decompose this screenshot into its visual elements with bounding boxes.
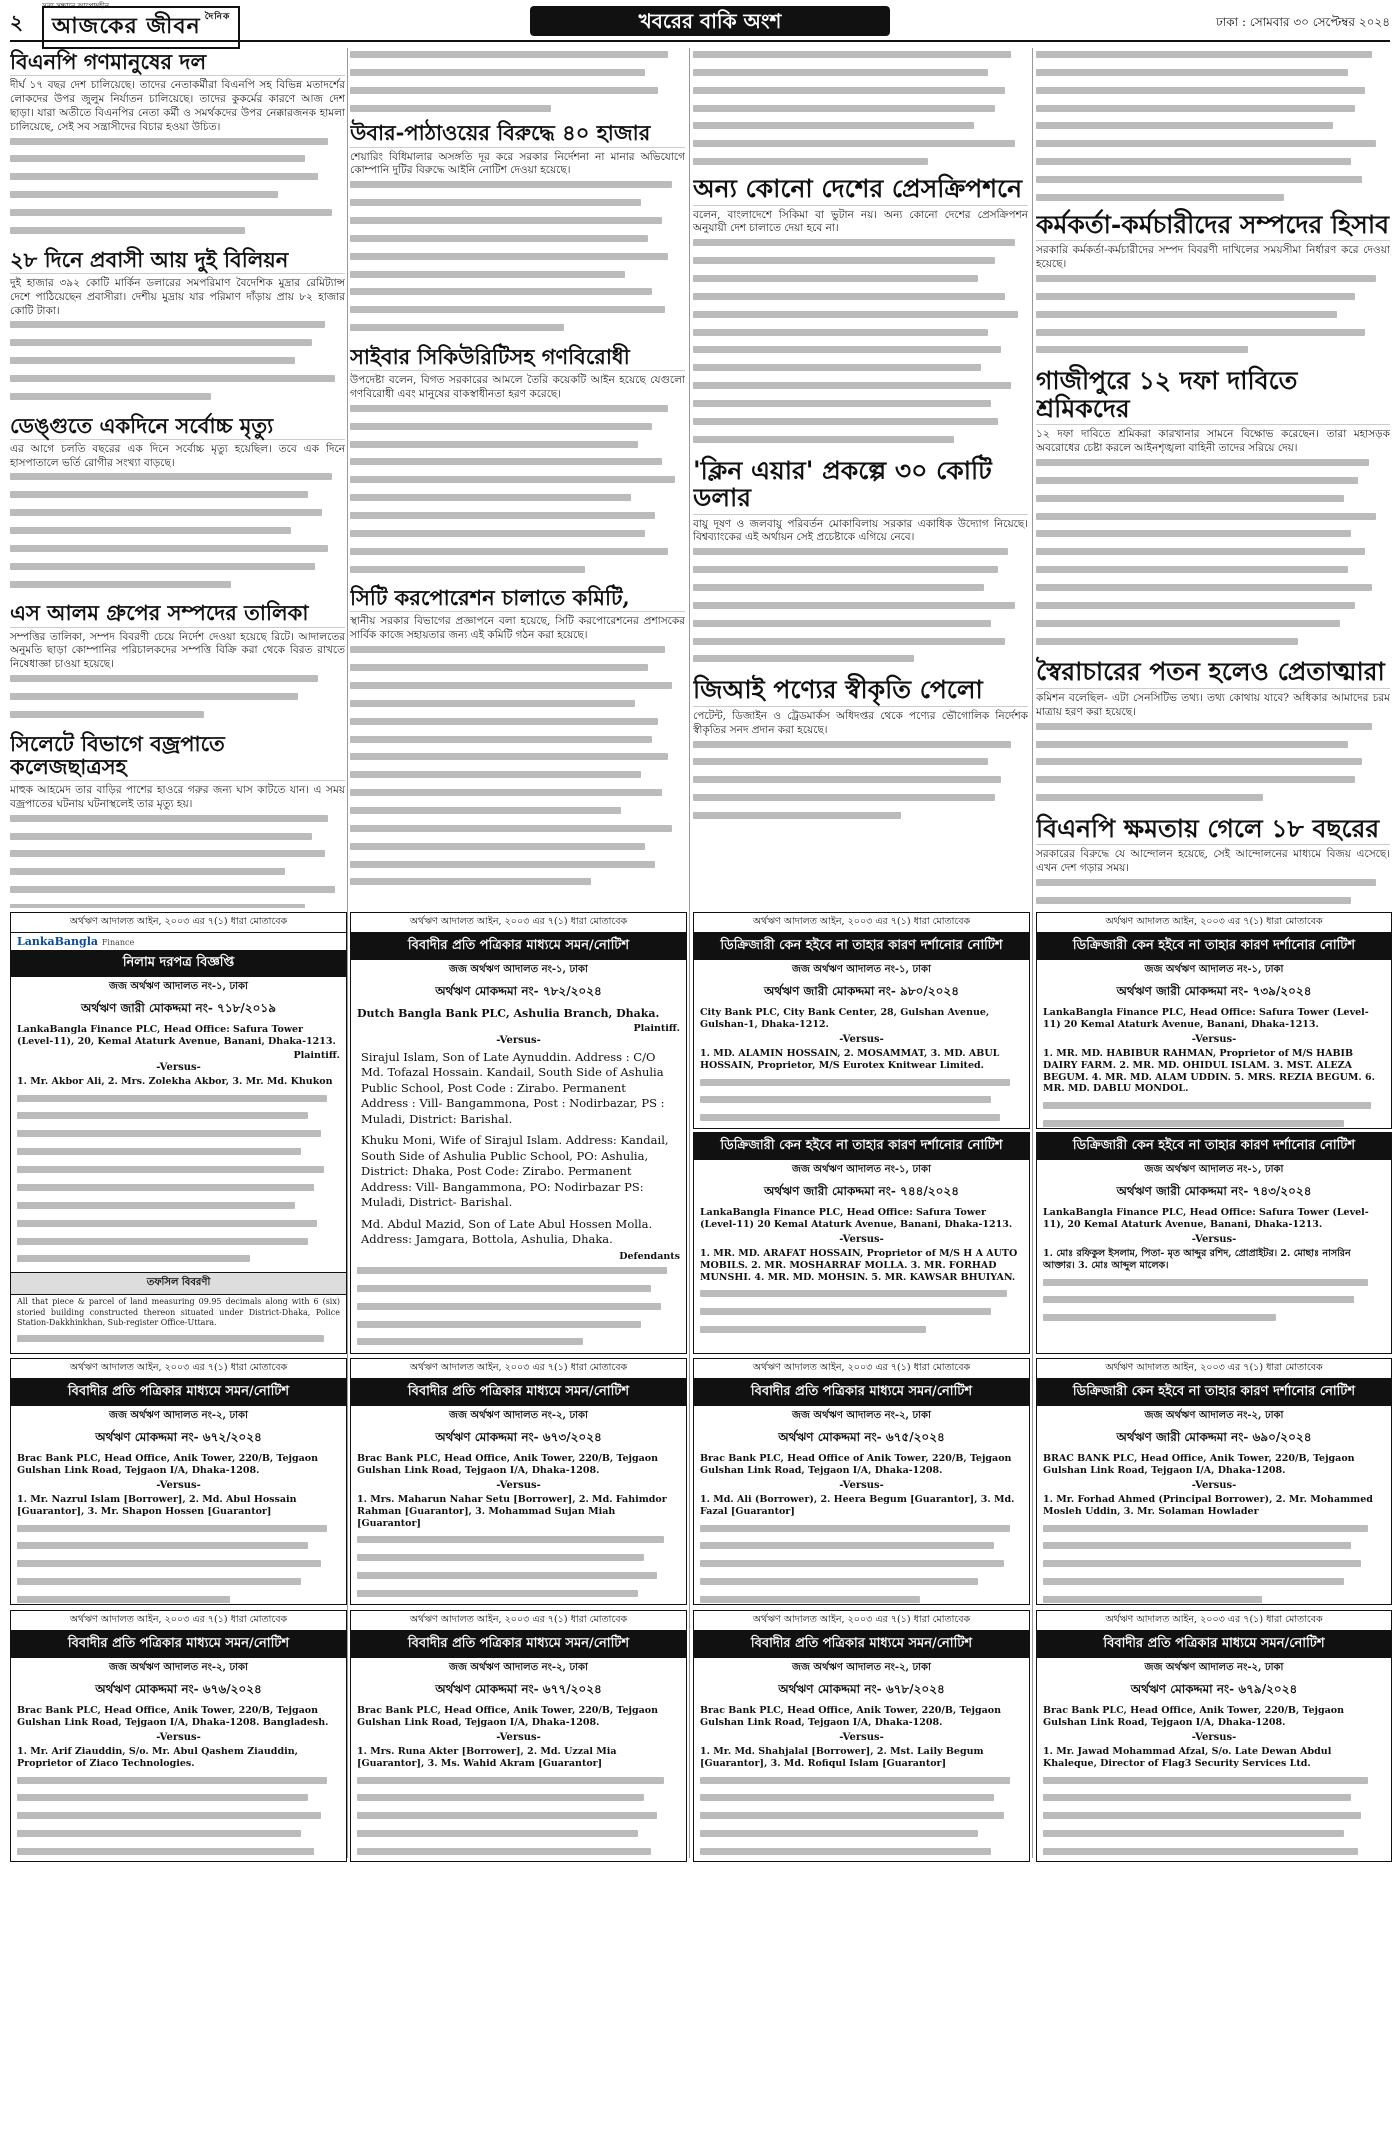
story-body: বলেন, বাংলাদেশে সিকিমা বা ভুটান নয়। অন্য কোনো দেশের প্রেসক্রিপশন অনুযায়ী দেশ চালাতে দেয়া হবে না। xyxy=(693,208,1028,235)
notice-title: নিলাম দরপত্র বিজ্ঞপ্তি xyxy=(11,950,346,977)
notice-title: বিবাদীর প্রতি পত্রিকার মাধ্যমে সমন/নোটিশ xyxy=(351,933,686,960)
story-headline: অন্য কোনো দেশের প্রেসক্রিপশনে xyxy=(693,175,1028,206)
notice-case-number: অর্থঋণ মোকদ্দমা নং- ৬৭৯/২০২৪ xyxy=(1130,1682,1298,1696)
story-headline: স্বৈরাচারের পতন হলেও প্রেতাত্মারা xyxy=(1036,658,1390,689)
notice-plaintiff: Brac Bank PLC, Head Office of Anik Tower, 220/B, Tejgaon Gulshan Link Road, Tejgaon I/A, Dhaka-1208. xyxy=(700,1453,1012,1476)
story-headline: এস আলম গ্রুপের সম্পদের তালিকা xyxy=(10,601,345,627)
notice-case-number: অর্থঋণ মোকদ্দমা নং- ৬৭৭/২০২৪ xyxy=(435,1682,602,1696)
schedule-heading: তফসিল বিবরণী xyxy=(11,1272,346,1295)
story-body: বায়ু দূষণ ও জলবায়ু পরিবর্তন মোকাবিলায় সরকার একাধিক উদ্যোগ নিয়েছে। বিশ্বব্যাংকের এই অর্থায়ন সেই প্রচেষ্টাকে এগিয়ে নেবে। xyxy=(693,517,1028,544)
date-line: ঢাকা : সোমবার ৩০ সেপ্টেম্বর ২০২৪ xyxy=(1216,15,1390,29)
legal-notice-tender xyxy=(10,912,347,1354)
text-lines xyxy=(350,643,685,893)
notice-court: জজ অর্থঋণ আদালত নং-২, ঢাকা xyxy=(792,1410,931,1421)
notice-act-line: অর্থঋণ আদালত আইন, ২০০৩ এর ৭(১) ধারা মোতাবেক xyxy=(694,913,1029,933)
text-lines xyxy=(10,672,345,726)
defendants-label: Defendants xyxy=(619,1250,680,1262)
brand-sub: Finance xyxy=(101,938,135,947)
notice-title: বিবাদীর প্রতি পত্রিকার মাধ্যমে সমন/নোটিশ xyxy=(1037,1631,1391,1658)
news-story xyxy=(1036,367,1390,652)
plaintiff-label: Plaintiff. xyxy=(633,1022,680,1034)
notice-defendants: 1. Mr. Arif Ziauddin, S/o. Mr. Abul Qashem Ziauddin, Proprietor of Ziaco Technologies. xyxy=(17,1745,298,1769)
news-story xyxy=(350,345,685,580)
legal-notice-show-cause xyxy=(1036,1358,1392,1605)
notice-plaintiff: Brac Bank PLC, Head Office, Anik Tower, 220/B, Tejgaon Gulshan Link Road, Tejgaon I/A, Dhaka-1208. xyxy=(1043,1705,1345,1728)
news-story xyxy=(693,457,1028,671)
notice-plaintiff: Brac Bank PLC, Head Office, Anik Tower, 220/B, Tejgaon Gulshan Link Road, Tejgaon I/A, Dhaka-1208. xyxy=(17,1453,319,1476)
notice-plaintiff: BRAC BANK PLC, Head Office, Anik Tower, 220/B, Tejgaon Gulshan Link Road, Tejgaon I/A, Dhaka-1208. xyxy=(1043,1453,1355,1476)
story-body: মাহুক আহমেদ তার বাড়ির পাশের হাওরে গরুর জন্য ঘাস কাটতে যান। এ সময় বজ্রপাতের ঘটনায় ঘটনাস্থলেই তার মৃত্যু হয়। xyxy=(10,783,345,810)
news-story xyxy=(10,601,345,725)
news-story xyxy=(693,175,1028,451)
legal-notice-show-cause xyxy=(693,912,1030,1129)
notice-case-number: অর্থঋণ মোকদ্দমা নং- ৬৭৮/২০২৪ xyxy=(778,1682,945,1696)
news-story xyxy=(350,121,685,339)
notice-court: জজ অর্থঋণ আদালত নং-১, ঢাকা xyxy=(792,964,931,975)
header-rule xyxy=(10,40,1390,42)
text-lines xyxy=(693,738,1028,827)
notice-defendants: 1. MD. ALAMIN HOSSAIN, 2. MOSAMMAT, 3. MD. ABUL HOSSAIN, Proprietor, M/S Eurotex Knitwear Limited. xyxy=(700,1047,1000,1071)
story-body: পেটেন্ট, ডিজাইন ও ট্রেডমার্কস অধিদপ্তর থেকে পণ্যের ভৌগোলিক নির্দেশক স্বীকৃতির সনদ প্রদান করা হয়েছে। xyxy=(693,709,1028,736)
news-story xyxy=(693,676,1028,827)
story-body: দীর্ঘ ১৭ বছর দেশ চালিয়েছে। তাদের নেতাকর্মীরা বিএনপি সহ বিভিন্ন মতাদর্শের লোকদের উপর জুলুম নির্যাতন চালিয়েছে। তাদের কুকর্মের কারণে আজ দেশ ছাড়া। যারা অতীতে বিএনপির নেতা কর্মী ও সমর্থকদের উপর নেক্কারজনক হামলা চালিয়েছে, সেই সব সন্ত্রাসীদের বিচার হওয়া উচিত। xyxy=(10,79,345,133)
versus-label: -Versus- xyxy=(496,1731,541,1743)
story-headline: কর্মকর্তা-কর্মচারীদের সম্পদের হিসাব xyxy=(1036,211,1390,242)
notice-text-lines xyxy=(351,1531,686,1605)
notice-text-lines xyxy=(351,1772,686,1863)
notice-text-lines xyxy=(694,1285,1029,1343)
notice-court: জজ অর্থঋণ আদালত নং-২, ঢাকা xyxy=(792,1662,931,1673)
text-lines xyxy=(350,48,685,119)
news-story xyxy=(1036,815,1390,908)
news-column-3 xyxy=(693,48,1028,908)
newspaper-logo xyxy=(42,6,240,49)
story-headline: জিআই পণ্যের স্বীকৃতি পেলো xyxy=(693,676,1028,707)
notice-text-lines xyxy=(1037,1274,1391,1332)
notice-act-line: অর্থঋণ আদালত আইন, ২০০৩ এর ৭(১) ধারা মোতাবেক xyxy=(694,1359,1029,1379)
text-lines xyxy=(693,545,1028,670)
versus-label: -Versus- xyxy=(839,1731,884,1743)
notice-court: জজ অর্থঋণ আদালত নং-১, ঢাকা xyxy=(449,964,588,975)
versus-label: -Versus- xyxy=(1191,1033,1237,1045)
notice-defendants: 1. Mr. Akbor Ali, 2. Mrs. Zolekha Akbor, 3. Mr. Md. Khukon xyxy=(17,1075,333,1087)
story-headline: 'ক্লিন এয়ার' প্রকল্পে ৩০ কোটি ডলার xyxy=(693,457,1028,515)
notice-text-lines xyxy=(694,1074,1029,1130)
text-lines xyxy=(10,135,345,242)
legal-notice-summons xyxy=(350,1610,687,1862)
news-story xyxy=(350,586,685,893)
notice-defendants: 1. MR. MD. ARAFAT HOSSAIN, Proprietor of M/S H A AUTO MOBILS. 2. MR. MOSHARRAF MOLLA. 3. MR. FORHAD MUNSHI. 4. MR. MD. MOHSIN. 5. MR. KAWSAR BHUIYAN. xyxy=(700,1247,1018,1283)
story-headline: ২৮ দিনে প্রবাসী আয় দুই বিলিয়ন xyxy=(10,248,345,274)
legal-notice-summons xyxy=(1036,1610,1392,1862)
notice-text-lines xyxy=(11,1330,346,1354)
story-headline: উবার-পাঠাওয়ের বিরুদ্ধে ৪০ হাজার xyxy=(350,121,685,147)
notice-text-lines xyxy=(1037,1097,1391,1129)
versus-label: -Versus- xyxy=(839,1233,884,1245)
story-headline: বিএনপি ক্ষমতায় গেলে ১৮ বছরের xyxy=(1036,815,1390,846)
legal-notice-show-cause xyxy=(1036,912,1392,1129)
notice-act-line: অর্থঋণ আদালত আইন, ২০০৩ এর ৭(১) ধারা মোতাবেক xyxy=(1037,913,1391,933)
notice-act-line: অর্থঋণ আদালত আইন, ২০০৩ এর ৭(১) ধারা মোতাবেক xyxy=(11,1359,346,1379)
notice-text-lines xyxy=(11,1520,346,1606)
notice-court: জজ অর্থঋণ আদালত নং-১, ঢাকা xyxy=(1144,964,1284,975)
notice-text-lines xyxy=(1037,1520,1391,1606)
logo-text: আজকের জীবন xyxy=(52,13,201,39)
news-column-1 xyxy=(10,48,345,908)
notice-text-lines xyxy=(11,1772,346,1863)
notice-act-line: অর্থঋণ আদালত আইন, ২০০৩ এর ৭(১) ধারা মোতাবেক xyxy=(351,1359,686,1379)
notice-plaintiff: LankaBangla Finance PLC, Head Office: Safura Tower (Level-11), 20, Kemal Ataturk Avenue, Banani, Dhaka-1213. xyxy=(17,1024,336,1047)
notice-act-line: অর্থঋণ আদালত আইন, ২০০৩ এর ৭(১) ধারা মোতাবেক xyxy=(11,913,346,933)
text-lines xyxy=(1036,876,1390,908)
notice-court: জজ অর্থঋণ আদালত নং-২, ঢাকা xyxy=(109,1410,248,1421)
notice-plaintiff: Brac Bank PLC, Head Office, Anik Tower, 220/B, Tejgaon Gulshan Link Road, Tejgaon I/A, Dhaka-1208. Bangladesh. xyxy=(17,1705,329,1728)
news-column-2 xyxy=(350,48,685,908)
notice-court: জজ অর্থঋণ আদালত নং-১, ঢাকা xyxy=(1144,1164,1284,1175)
story-headline: বিএনপি গণমানুষের দল xyxy=(10,50,345,76)
notice-defendants: 1. Mr. Nazrul Islam [Borrower], 2. Md. Abul Hossain [Guarantor], 3. Mr. Shapon Hossen [Guarantor] xyxy=(17,1493,297,1517)
versus-label: -Versus- xyxy=(1191,1731,1237,1743)
story-body: এর আগে চলতি বছরের এক দিনে সর্বোচ্চ মৃত্যু হয়েছিল। তবে এক দিনে হাসপাতালে ভর্তি রোগীর সংখ্যা বাড়ছে। xyxy=(10,442,345,469)
story-body: সম্পত্তির তালিকা, সম্পদ বিবরণী চেয়ে নির্দেশ দেওয়া হয়েছে রিটে। আদালতের অনুমতি ছাড়া কোম্পানির পরিচালকদের সম্পত্তি বিক্রি করা থেকে বিরত রাখতে নিষেধাজ্ঞা চাওয়া হয়েছে। xyxy=(10,630,345,671)
story-headline: সাইবার সিকিউরিটিসহ গণবিরোধী xyxy=(350,345,685,371)
text-lines xyxy=(1036,456,1390,652)
legal-notice-summons xyxy=(10,1610,347,1862)
story-headline: ডেঙ্গুতে একদিনে সর্বোচ্চ মৃত্যু xyxy=(10,414,345,440)
notice-case-number: অর্থঋণ জারী মোকদ্দমা নং- ৭৪৩/২০২৪ xyxy=(1116,1184,1312,1198)
text-lines xyxy=(693,48,1028,173)
notice-act-line: অর্থঋণ আদালত আইন, ২০০৩ এর ৭(১) ধারা মোতাবেক xyxy=(1037,1611,1391,1631)
logo-tag: দৈনিক xyxy=(204,12,231,22)
versus-label: -Versus- xyxy=(839,1479,884,1491)
notice-text-lines xyxy=(1037,1772,1391,1863)
notice-defendants: 1. Mr. Jawad Mohammad Afzal, S/o. Late Dewan Abdul Khaleque, Director of Flag3 Security Services Ltd. xyxy=(1043,1745,1332,1769)
versus-label: -Versus- xyxy=(156,1061,201,1073)
notice-defendants: 1. Mrs. Maharun Nahar Setu [Borrower], 2. Md. Fahimdor Rahman [Guarantor], 3. Mohammad Sujan Miah [Guarantor] xyxy=(357,1493,667,1529)
notice-title: ডিক্রিজারী কেন হইবে না তাহার কারণ দর্শানোর নোটিশ xyxy=(1037,933,1391,960)
news-story xyxy=(10,732,345,908)
notice-case-number: অর্থঋণ জারী মোকদ্দমা নং- ৭৩৯/২০২৪ xyxy=(1116,984,1312,998)
notice-court: জজ অর্থঋণ আদালত নং-২, ঢাকা xyxy=(449,1410,588,1421)
versus-label: -Versus- xyxy=(156,1479,201,1491)
legal-notice-summons xyxy=(350,912,687,1354)
notice-plaintiff: Brac Bank PLC, Head Office, Anik Tower, 220/B, Tejgaon Gulshan Link Road, Tejgaon I/A, Dhaka-1208. xyxy=(700,1705,1002,1728)
notice-court: জজ অর্থঋণ আদালত নং-২, ঢাকা xyxy=(109,1662,248,1673)
news-story xyxy=(1036,211,1390,362)
notice-text-lines xyxy=(694,1520,1029,1606)
story-body: ১২ দফা দাবিতে শ্রমিকরা কারখানার সামনে বিক্ষোভ করেছেন। তারা মহাসড়ক অবরোধের চেষ্টা করলে আইনশৃঙ্খলা বাহিনী তাদের সরিয়ে দেয়। xyxy=(1036,428,1390,455)
notice-defendants: 1. Mr. Forhad Ahmed (Principal Borrower), 2. Mr. Mohammed Mosleh Uddin, 3. Mr. Solaman Howlader xyxy=(1043,1493,1373,1517)
brand-name: LankaBangla xyxy=(17,935,99,948)
notice-case-number: অর্থঋণ মোকদ্দমা নং- ৬৭২/২০২৪ xyxy=(95,1430,262,1444)
notice-act-line: অর্থঋণ আদালত আইন, ২০০৩ এর ৭(১) ধারা মোতাবেক xyxy=(351,913,686,933)
news-story xyxy=(10,248,345,408)
text-lines xyxy=(1036,48,1390,209)
notice-court: জজ অর্থঋণ আদালত নং-২, ঢাকা xyxy=(1144,1662,1284,1673)
versus-label: -Versus- xyxy=(156,1731,201,1743)
section-banner: খবরের বাকি অংশ xyxy=(530,6,890,36)
plaintiff-label: Plaintiff. xyxy=(293,1049,340,1061)
notice-court: জজ অর্থঋণ আদালত নং-২, ঢাকা xyxy=(1144,1410,1284,1421)
defendant-1: Sirajul Islam, Son of Late Aynuddin. Address : C/O Md. Tofazal Hossain. Kandail, South Side of Ashulia Public School, Post Code : Zirabo. Permanent Address : Vill- Bangammona, Post : Nodirbazar, PS : Muladi, District: Barishal. xyxy=(361,1049,665,1126)
text-lines xyxy=(10,318,345,407)
news-story xyxy=(10,50,345,242)
versus-label: -Versus- xyxy=(1191,1479,1237,1491)
versus-label: -Versus- xyxy=(496,1034,541,1046)
notice-title: বিবাদীর প্রতি পত্রিকার মাধ্যমে সমন/নোটিশ xyxy=(694,1631,1029,1658)
notice-court: জজ অর্থঋণ আদালত নং-২, ঢাকা xyxy=(449,1662,588,1673)
notice-case-number: অর্থঋণ জারী মোকদ্দমা নং- ৯৮০/২০২৪ xyxy=(764,984,959,998)
text-lines xyxy=(10,470,345,595)
legal-notice-summons xyxy=(350,1358,687,1605)
news-story xyxy=(1036,658,1390,809)
lankabangla-logo xyxy=(11,933,346,950)
notice-plaintiff: LankaBangla Finance PLC, Head Office: Safura Tower (Level-11), 20 Kemal Ataturk Avenue, Banani, Dhaka-1213. xyxy=(1043,1207,1369,1230)
notice-text-lines xyxy=(351,1262,686,1354)
notice-case-number: অর্থঋণ জারী মোকদ্দমা নং- ৭১৮/২০১৯ xyxy=(81,1001,276,1015)
notice-case-number: অর্থঋণ মোকদ্দমা নং- ৭৮২/২০২৪ xyxy=(435,984,602,998)
story-body: শেয়ারিং বিধিমালার অসঙ্গতি দূর করে সরকার নির্দেশনা না মানার অভিযোগে কোম্পানি দুটির বিরুদ্ধে আইনি নোটিশ দেওয়া হয়েছে। xyxy=(350,150,685,177)
notice-title: বিবাদীর প্রতি পত্রিকার মাধ্যমে সমন/নোটিশ xyxy=(11,1631,346,1658)
story-body: উপদেষ্টা বলেন, বিগত সরকারের আমলে তৈরি কয়েকটি আইন হয়েছে যেগুলো গণবিরোধী এবং মানুষের বাকস্বাধীনতা হরণ করেছে। xyxy=(350,374,685,400)
column-divider xyxy=(347,48,348,1858)
story-headline: সিলেটে বিভাগে বজ্রপাতে কলেজছাত্রসহ xyxy=(10,732,345,781)
versus-label: -Versus- xyxy=(1191,1233,1237,1245)
legal-notice-show-cause xyxy=(693,1132,1030,1354)
story-headline: গাজীপুরে ১২ দফা দাবিতে শ্রমিকদের xyxy=(1036,367,1390,425)
page-number: ২ xyxy=(10,10,24,34)
story-body: কমিশন বলেছিল- এটা সেনসিটিভ তথ্য। তথ্য কোথায় যাবে? অধিকার আমাদের চরম মাত্রায় হরণ করা হয়েছে। xyxy=(1036,691,1390,718)
notice-act-line: অর্থঋণ আদালত আইন, ২০০৩ এর ৭(১) ধারা মোতাবেক xyxy=(11,1611,346,1631)
notice-case-number: অর্থঋণ জারী মোকদ্দমা নং- ৬৯০/২০২৪ xyxy=(1116,1430,1312,1444)
news-column-4 xyxy=(1036,48,1390,908)
notice-defendants: 1. মোঃ রফিকুল ইসলাম, পিতা- মৃত আব্দুর রশিদ, প্রোপ্রাইটর। 2. মোছাঃ নাসরিন আক্তার। 3. মোঃ আব্দুল মালেক। xyxy=(1043,1247,1351,1271)
column-divider xyxy=(1032,48,1033,1858)
notice-title: বিবাদীর প্রতি পত্রিকার মাধ্যমে সমন/নোটিশ xyxy=(351,1631,686,1658)
notice-plaintiff: Brac Bank PLC, Head Office, Anik Tower, 220/B, Tejgaon Gulshan Link Road, Tejgaon I/A, Dhaka-1208. xyxy=(357,1705,659,1728)
text-lines xyxy=(1036,720,1390,809)
defendant-3: Md. Abdul Mazid, Son of Late Abul Hossen Molla. Address: Jamgara, Bottola, Ashulia, Dhaka. xyxy=(361,1216,653,1247)
story-headline: সিটি করপোরেশন চালাতে কমিটি, xyxy=(350,586,685,612)
notice-plaintiff: Brac Bank PLC, Head Office, Anik Tower, 220/B, Tejgaon Gulshan Link Road, Tejgaon I/A, Dhaka-1208. xyxy=(357,1453,659,1476)
defendant-2: Khuku Moni, Wife of Sirajul Islam. Address: Kandail, South Side of Ashulia Public School, PO: Ashulia, District: Dhaka, Post Code: Zirabo. Permanent Address: Vill- Bangammona, PO: Nodirbazar PS: Muladi, District- Barishal. xyxy=(361,1133,669,1210)
notice-defendants: 1. Mr. Md. Shahjalal [Borrower], 2. Mst. Laily Begum [Guarantor], 3. Md. Rofiqul Islam [Guarantor] xyxy=(700,1745,984,1769)
story-body: সরকারি কর্মকর্তা-কর্মচারীদের সম্পদ বিবরণী দাখিলের সময়সীমা নির্ধারণ করে দেওয়া হয়েছে। xyxy=(1036,244,1390,271)
notice-defendants: 1. MR. MD. HABIBUR RAHMAN, Proprietor of M/S HABIB DAIRY FARM. 2. MR. MD. OHIDUL ISLAM. 3. MST. ALEZA BEGUM. 4. MR. MD. ALAM UDDIN. 5. MRS. REZIA BEGUM. 6. MR. MD. DABLU MONDOL. xyxy=(1043,1047,1375,1095)
notice-title: বিবাদীর প্রতি পত্রিকার মাধ্যমে সমন/নোটিশ xyxy=(11,1379,346,1406)
notice-case-number: অর্থঋণ মোকদ্দমা নং- ৬৭৫/২০২৪ xyxy=(778,1430,945,1444)
notice-title: ডিক্রিজারী কেন হইবে না তাহার কারণ দর্শানোর নোটিশ xyxy=(1037,1379,1391,1406)
notice-title: ডিক্রিজারী কেন হইবে না তাহার কারণ দর্শানোর নোটিশ xyxy=(694,1133,1029,1160)
story-body: স্থানীয় সরকার বিভাগের প্রজ্ঞাপনে বলা হয়েছে, সিটি করপোরেশনের প্রশাসকের সার্বিক কাজে সহায়তার জন্য এই কমিটি গঠন করা হয়েছে। xyxy=(350,615,685,642)
legal-notice-summons xyxy=(693,1358,1030,1605)
story-body: দুই হাজার ৩৯২ কোটি মার্কিন ডলারের সমপরিমাণ বৈদেশিক মুদ্রার রেমিট্যান্স দেশে পাঠিয়েছেন প্রবাসীরা। দেশীয় মুদ্রায় যার পরিমাণ দাঁড়ায় প্রায় ৮২ হাজার কোটি টাকা। xyxy=(10,276,345,317)
notice-act-line: অর্থঋণ আদালত আইন, ২০০৩ এর ৭(১) ধারা মোতাবেক xyxy=(1037,1359,1391,1379)
notice-plaintiff: LankaBangla Finance PLC, Head Office: Safura Tower (Level-11) 20 Kemal Ataturk Avenue, Banani, Dhaka-1213. xyxy=(700,1207,1013,1230)
notice-title: বিবাদীর প্রতি পত্রিকার মাধ্যমে সমন/নোটিশ xyxy=(694,1379,1029,1406)
notice-case-number: অর্থঋণ মোকদ্দমা নং- ৬৭৩/২০২৪ xyxy=(435,1430,602,1444)
notice-plaintiff: City Bank PLC, City Bank Center, 28, Gulshan Avenue, Gulshan-1, Dhaka-1212. xyxy=(700,1007,990,1030)
text-lines xyxy=(350,402,685,581)
legal-notice-summons xyxy=(10,1358,347,1605)
notice-court: জজ অর্থঋণ আদালত নং-১, ঢাকা xyxy=(792,1164,931,1175)
text-lines xyxy=(10,812,345,908)
notice-plaintiff: Dutch Bangla Bank PLC, Ashulia Branch, Dhaka. xyxy=(357,1007,660,1020)
text-lines xyxy=(693,236,1028,450)
notice-case-number: অর্থঋণ জারী মোকদ্দমা নং- ৭৪৪/২০২৪ xyxy=(764,1184,959,1198)
legal-notice-show-cause xyxy=(1036,1132,1392,1354)
notice-text-lines xyxy=(694,1772,1029,1863)
story-body: সরকারের বিরুদ্ধে যে আন্দোলন হয়েছে, সেই আন্দোলনের মাধ্যমে বিজয় এসেছে। এখন দেশ গড়ার সময়। xyxy=(1036,848,1390,875)
masthead xyxy=(10,2,1390,42)
news-story xyxy=(10,414,345,596)
notice-defendants: 1. Mrs. Runa Akter [Borrower], 2. Md. Uzzal Mia [Guarantor], 3. Ms. Wahid Akram [Guarantor] xyxy=(357,1745,617,1769)
column-divider xyxy=(689,48,690,1858)
versus-label: -Versus- xyxy=(496,1479,541,1491)
notice-defendants: 1. Md. Ali (Borrower), 2. Heera Begum [Guarantor], 3. Md. Fazal [Guarantor] xyxy=(700,1493,1015,1517)
text-lines xyxy=(1036,272,1390,361)
tagline: সত্য সন্ধানে আপোষহীন xyxy=(42,2,110,10)
notice-title: বিবাদীর প্রতি পত্রিকার মাধ্যমে সমন/নোটিশ xyxy=(351,1379,686,1406)
notice-act-line: অর্থঋণ আদালত আইন, ২০০৩ এর ৭(১) ধারা মোতাবেক xyxy=(351,1611,686,1631)
notice-title: ডিক্রিজারী কেন হইবে না তাহার কারণ দর্শানোর নোটিশ xyxy=(694,933,1029,960)
legal-notice-summons xyxy=(693,1610,1030,1862)
text-lines xyxy=(350,178,685,339)
schedule-text: All that piece & parcel of land measuring 09.95 decimals along with 6 (six) storied building constructed thereon situated under District-Dhaka, Police Station-Dakkhinkhan, Sub-register Office-Uttara. xyxy=(17,1297,340,1327)
notice-text-lines xyxy=(11,1090,346,1273)
notice-case-number: অর্থঋণ মোকদ্দমা নং- ৬৭৬/২০২৪ xyxy=(95,1682,262,1696)
notice-title: ডিক্রিজারী কেন হইবে না তাহার কারণ দর্শানোর নোটিশ xyxy=(1037,1133,1391,1160)
notice-act-line: অর্থঋণ আদালত আইন, ২০০৩ এর ৭(১) ধারা মোতাবেক xyxy=(694,1611,1029,1631)
notice-court: জজ অর্থঋণ আদালত নং-১, ঢাকা xyxy=(109,981,248,992)
versus-label: -Versus- xyxy=(839,1033,884,1045)
notice-plaintiff: LankaBangla Finance PLC, Head Office: Safura Tower (Level-11) 20 Kemal Ataturk Avenue, Banani, Dhaka-1213. xyxy=(1043,1007,1369,1030)
